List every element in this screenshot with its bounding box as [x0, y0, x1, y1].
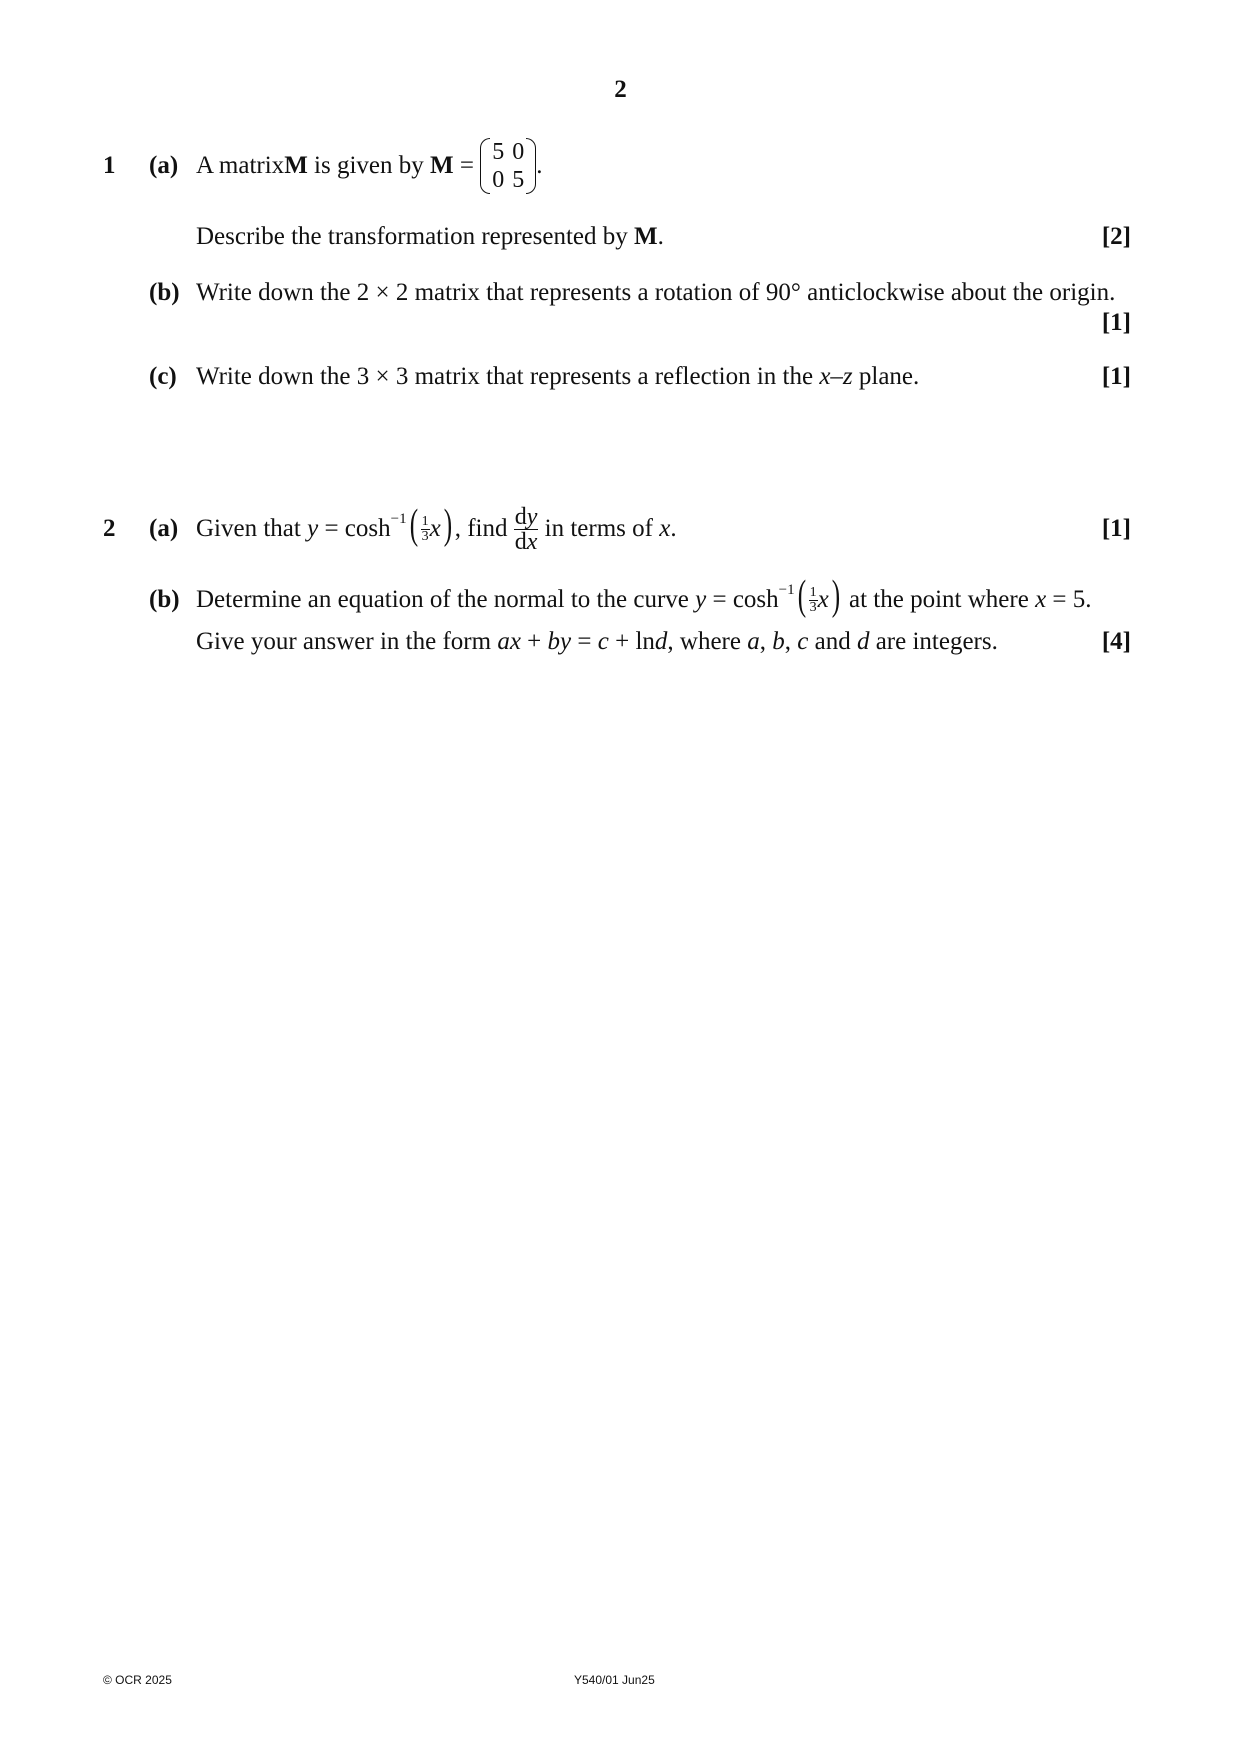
matrix-m — [480, 138, 536, 194]
footer-paper-code: Y540/01 Jun25 — [574, 1673, 655, 1687]
q2a-text-3: in terms of — [538, 515, 660, 542]
q2a-x-2: x — [659, 515, 671, 542]
q2a-x: x — [429, 515, 441, 542]
question-2a-label: (a) — [149, 515, 179, 542]
q1c-text-2: plane. — [852, 363, 920, 390]
form-c: c — [597, 628, 609, 655]
q1a-describe-text: Describe the transformation represented by — [196, 223, 635, 250]
form-plus-ln: + ln — [608, 628, 655, 655]
derivative-d: d — [514, 528, 527, 555]
q1a-text-1: A matrix — [196, 152, 285, 179]
and-text: and — [808, 628, 857, 655]
q1a-period: . — [536, 152, 543, 179]
derivative-x: x — [526, 528, 538, 555]
var-d: d — [856, 628, 870, 655]
q2a-text-1: Given that — [196, 515, 308, 542]
matrix-cell: 0 — [512, 139, 525, 165]
q2b-inverse-sup: −1 — [778, 581, 795, 598]
question-2a-marks: [1] — [1101, 515, 1131, 542]
question-2-number: 2 — [103, 515, 116, 542]
question-1-number: 1 — [103, 152, 116, 179]
q2b-text-1: Determine an equation of the normal to the curve — [196, 586, 696, 613]
question-1a-label: (a) — [149, 152, 179, 179]
q2a-y: y — [307, 515, 319, 542]
q1a-equals: = — [453, 152, 481, 179]
q2a-text-2: , find — [454, 515, 514, 542]
footer-copyright: © OCR 2025 — [103, 1673, 172, 1687]
q1c-text-1: Write down the 3 × 3 matrix that represents a reflection in the — [196, 363, 820, 390]
var-a: a — [747, 628, 760, 655]
question-2b-line-2 — [196, 628, 998, 656]
question-1c-text — [196, 363, 919, 391]
form-by: by — [547, 628, 572, 655]
form-plus: + — [520, 628, 548, 655]
matrix-cell: 5 — [512, 167, 525, 193]
question-2b-label: (b) — [149, 586, 180, 613]
q2b-x-2: x — [1035, 586, 1047, 613]
var-b: b — [772, 628, 785, 655]
question-2b-marks: [4] — [1101, 628, 1131, 655]
q2b-form-intro: Give your answer in the form — [196, 628, 498, 655]
page-number: 2 — [614, 76, 627, 103]
q2b-where: , where — [667, 628, 748, 655]
question-2b-text — [196, 572, 1092, 628]
q2b-y: y — [695, 586, 707, 613]
question-1a-marks: [2] — [1101, 223, 1131, 250]
q1a-matrix-m: M — [284, 152, 308, 179]
form-equals: = — [571, 628, 598, 655]
derivative-y: y — [526, 503, 538, 530]
q1a-matrix-m-2: M — [430, 152, 454, 179]
q2b-text-3: = 5. — [1046, 586, 1092, 613]
q2b-text-2: at the point where — [842, 586, 1036, 613]
question-2a-text — [196, 496, 677, 562]
left-paren: ( — [797, 573, 806, 619]
frac-denominator: 3 — [809, 599, 817, 615]
q2b-cosh: = cosh — [706, 586, 779, 613]
fraction-one-third — [809, 586, 818, 615]
q1c-plane-variable: x–z — [819, 363, 853, 390]
question-1b-label: (b) — [149, 279, 180, 306]
right-paren: ) — [831, 573, 840, 619]
comma: , — [759, 628, 773, 655]
left-paren: ( — [409, 502, 418, 548]
fraction-one-third — [421, 515, 430, 544]
form-d: d — [654, 628, 668, 655]
derivative-d: d — [514, 503, 527, 530]
q1a-describe-m: M — [634, 223, 658, 250]
question-1a-line-2 — [196, 223, 664, 251]
question-1b-marks: [1] — [1101, 309, 1131, 336]
q2b-integers: are integers. — [869, 628, 998, 655]
right-paren: ) — [443, 502, 452, 548]
matrix-cell: 5 — [492, 139, 505, 165]
comma: , — [784, 628, 798, 655]
q2a-period: . — [670, 515, 677, 542]
frac-numerator: 1 — [809, 584, 817, 600]
frac-numerator: 1 — [421, 513, 429, 529]
question-1a-text — [196, 131, 542, 201]
question-1c-marks: [1] — [1101, 363, 1131, 390]
q2a-inverse-sup: −1 — [390, 510, 407, 527]
q2a-cosh: = cosh — [318, 515, 391, 542]
var-c: c — [797, 628, 809, 655]
q2b-x: x — [817, 586, 829, 613]
derivative-dy-dx — [514, 505, 539, 554]
matrix-cell: 0 — [492, 167, 505, 193]
q1a-text-2: is given by — [307, 152, 431, 179]
question-1c-label: (c) — [149, 363, 177, 390]
frac-denominator: 3 — [421, 528, 429, 544]
form-ax: ax — [497, 628, 521, 655]
q1a-describe-period: . — [657, 223, 664, 250]
question-1b-text: Write down the 2 × 2 matrix that represents a rotation of 90° anticlockwise about the origin. — [196, 279, 1116, 306]
